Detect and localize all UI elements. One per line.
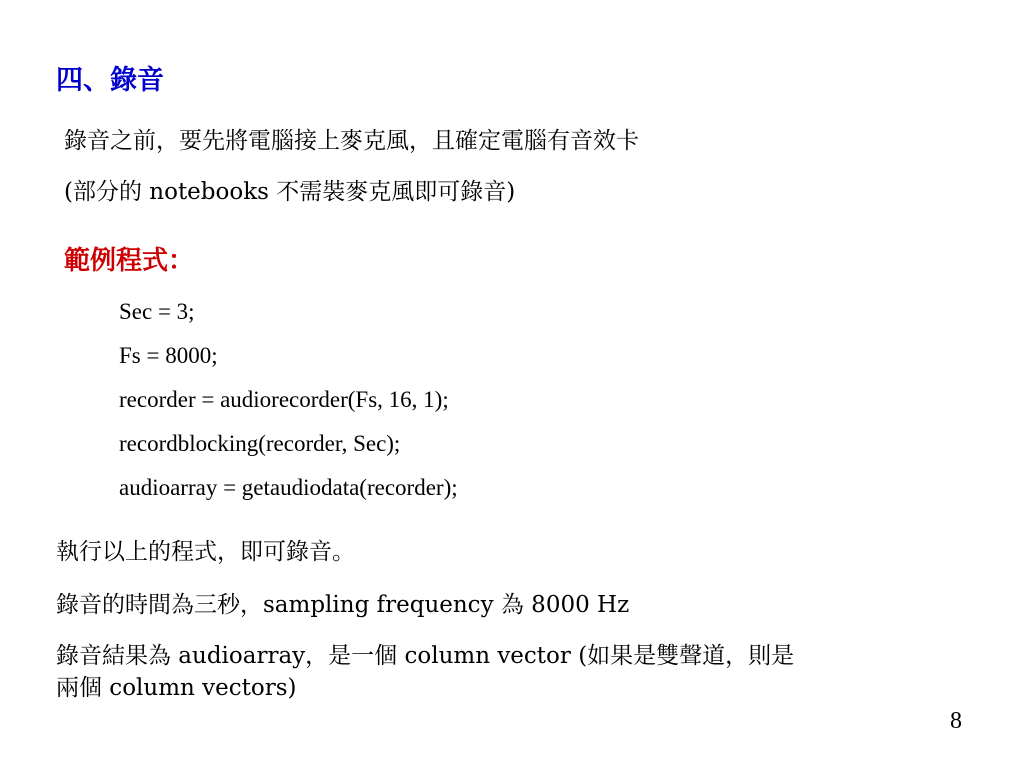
note-recording-time: 錄音的時間為三秒，sampling frequency 為 8000 Hz <box>56 592 630 618</box>
example-heading: 範例程式： <box>64 246 195 276</box>
code-line: audioarray = getaudiodata(recorder); <box>119 475 458 500</box>
slide-title: 四、錄音 <box>56 65 164 96</box>
note-run-program: 執行以上的程式，即可錄音。 <box>56 539 355 565</box>
code-line: Fs = 8000; <box>119 343 218 368</box>
intro-line-1: 錄音之前，要先將電腦接上麥克風，且確定電腦有音效卡 <box>64 128 639 154</box>
note-result-line-1: 錄音結果為 audioarray，是一個 column vector (如果是雙聲道，則是 <box>56 643 795 669</box>
code-block <box>119 295 458 515</box>
code-line: recordblocking(recorder, Sec); <box>119 431 401 456</box>
page-number: 8 <box>950 708 962 734</box>
note-result <box>56 640 794 704</box>
code-line: Sec = 3; <box>119 299 195 324</box>
intro-line-2: (部分的 notebooks 不需裝麥克風即可錄音) <box>64 179 516 205</box>
note-result-line-2: 兩個 column vectors) <box>56 675 297 701</box>
code-line: recorder = audiorecorder(Fs, 16, 1); <box>119 387 449 412</box>
